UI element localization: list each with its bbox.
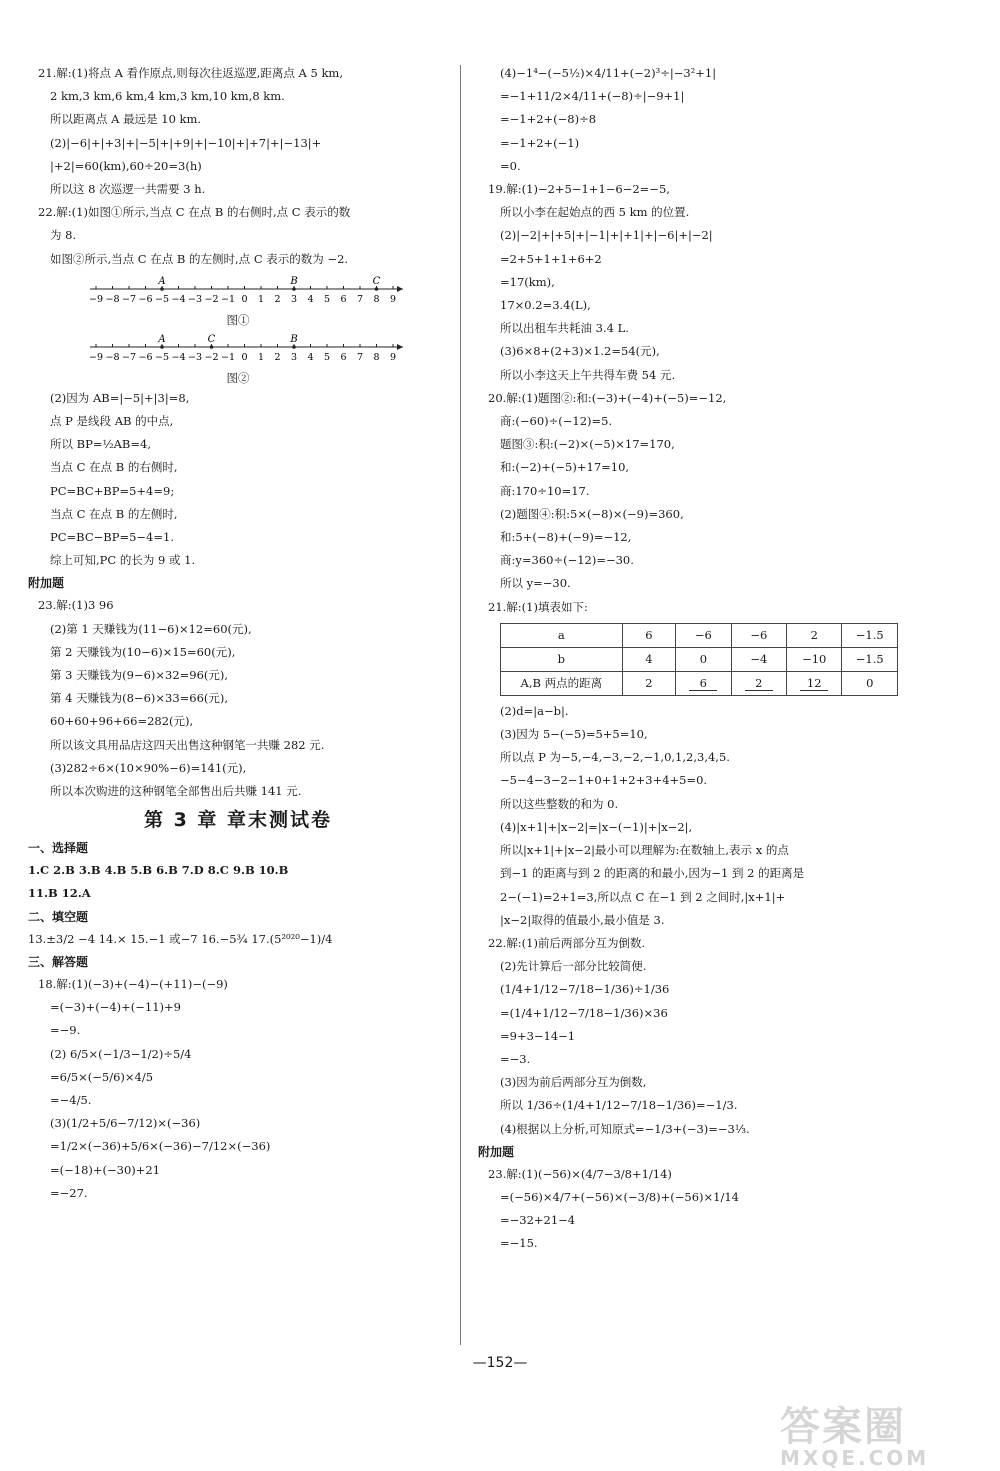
tick-label: −4 [171, 351, 186, 363]
figure-2-caption: 图② [226, 370, 250, 385]
text-line: 综上可知,PC 的长为 9 或 1. [50, 553, 196, 568]
tick-label: 1 [257, 293, 265, 305]
tick-label: 6 [340, 351, 347, 363]
table-cell: −4 [731, 647, 786, 671]
text-line: =1/2×(−36)+5/6×(−36)−7/12×(−36) [50, 1139, 271, 1154]
text-line: (3)6×8+(2+3)×1.2=54(元), [500, 344, 660, 359]
text-line: (3)(1/2+5/6−7/12)×(−36) [50, 1116, 201, 1131]
point-C [210, 345, 214, 349]
table-row [501, 623, 898, 647]
text-line: =(1/4+1/12−7/18−1/36)×36 [500, 1005, 668, 1020]
text-line: (2)题图④:积:5×(−8)×(−9)=360, [500, 506, 684, 521]
figure-1-caption: 图① [226, 312, 250, 327]
text-line: (4)根据以上分析,可知原式=−1/3+(−3)=−3⅓. [500, 1121, 750, 1136]
tick-label: −6 [138, 293, 153, 305]
answer-blank: 2 [745, 676, 773, 691]
tick-label: 2 [274, 351, 281, 363]
text-line: (3)282÷6×(10×90%−6)=141(元), [50, 760, 247, 775]
text-line: 第 3 天赚钱为(9−6)×32=96(元), [50, 668, 229, 683]
text-line: =−15. [500, 1236, 538, 1251]
text-line: (2)先计算后一部分比较简便. [500, 959, 647, 974]
text-line: 点 P 是线段 AB 的中点, [50, 414, 174, 429]
table-cell: 6 [622, 623, 675, 647]
right-column [478, 62, 898, 1256]
tick-label: −1 [220, 351, 236, 363]
text-line: 商:y=360÷(−12)=−30. [500, 553, 634, 568]
point-label: A [158, 333, 166, 345]
text-line: (4)|x+1|+|x−2|=|x−(−1)|+|x−2|, [500, 819, 693, 834]
text-line: (2)因为 AB=|−5|+|3|=8, [50, 390, 190, 405]
tick-label: 8 [373, 293, 380, 305]
text-line: 所以点 P 为−5,−4,−3,−2,−1,0,1,2,3,4,5. [500, 750, 730, 765]
right-block-1 [478, 62, 898, 619]
text-line: 三、解答题 [28, 954, 89, 969]
tick-label: 6 [340, 293, 347, 305]
table-cell [787, 671, 842, 695]
text-line: 所以小李在起始点的西 5 km 的位置. [500, 205, 690, 220]
text-line: 22.解:(1)如图①所示,当点 C 在点 B 的右侧时,点 C 表示的数 [38, 205, 351, 220]
right-block-2 [478, 700, 898, 1256]
text-line: 21.解:(1)将点 A 看作原点,则每次往返巡逻,距离点 A 5 km, [38, 66, 343, 80]
text-line: 23.解:(1)(−56)×(4/7−3/8+1/14) [488, 1166, 672, 1181]
text-line: (2)第 1 天赚钱为(11−6)×12=60(元), [50, 621, 252, 636]
text-line: 题图③:积:(−2)×(−5)×17=170, [500, 437, 675, 452]
left-column [28, 62, 448, 1205]
left-block-3 [28, 837, 448, 1205]
distance-table [500, 623, 898, 696]
text-line: 当点 C 在点 B 的右侧时, [50, 460, 178, 475]
table-row [501, 647, 898, 671]
table-cell: 4 [622, 647, 675, 671]
table-row-header: b [501, 647, 623, 671]
text-line: =−3. [500, 1051, 531, 1066]
text-line: 第 4 天赚钱为(8−6)×33=66(元), [50, 691, 229, 706]
tick-label: −3 [187, 351, 203, 363]
text-line: 13.±3/2 −4 14.× 15.−1 或−7 16.−5¾ 17.(5²⁰²⁰−1)/4 [28, 931, 333, 946]
tick-label: −5 [154, 293, 170, 305]
tick-label: −2 [204, 293, 219, 305]
text-line: 20.解:(1)题图②:和:(−3)+(−4)+(−5)=−12, [488, 390, 727, 405]
text-line: 所以 BP=½AB=4, [50, 437, 151, 452]
text-line: 和:5+(−8)+(−9)=−12, [500, 530, 632, 545]
text-line: 所以该文具用品店这四天出售这种钢笔一共赚 282 元. [50, 737, 325, 752]
text-line: =(−3)+(−4)+(−11)+9 [50, 1000, 181, 1015]
tick-label: −8 [105, 293, 120, 305]
tick-label: 0 [241, 293, 248, 305]
table-row-header: A,B 两点的距离 [501, 671, 623, 695]
table-cell: −1.5 [842, 647, 898, 671]
table-cell: 0 [676, 647, 731, 671]
tick-label: −3 [187, 293, 203, 305]
number-line-figure-1 [28, 271, 448, 329]
text-line: =−1+2+(−8)÷8 [500, 112, 597, 127]
text-line: 一、选择题 [28, 841, 89, 856]
text-line: 如图②所示,当点 C 在点 B 的左侧时,点 C 表示的数为 −2. [50, 251, 349, 266]
chapter-title: 第 3 章 章末测试卷 [143, 809, 333, 832]
text-line: =−9. [50, 1023, 81, 1038]
text-line: 21.解:(1)填表如下: [488, 599, 588, 614]
text-line: 附加题 [28, 576, 65, 591]
text-line: =6/5×(−5/6)×4/5 [50, 1069, 154, 1084]
point-label: A [158, 275, 166, 287]
tick-label: −4 [171, 293, 186, 305]
text-line: =−32+21−4 [500, 1213, 576, 1228]
text-line: 到−1 的距离与到 2 的距离的和最小,因为−1 到 2 的距离是 [500, 866, 805, 881]
text-line: 18.解:(1)(−3)+(−4)−(+11)−(−9) [38, 976, 228, 991]
text-line: 和:(−2)+(−5)+17=10, [500, 460, 630, 475]
table-cell: −10 [787, 647, 842, 671]
table-cell [731, 671, 786, 695]
tick-label: 2 [274, 293, 281, 305]
tick-label: −7 [121, 293, 137, 305]
tick-label: 9 [389, 351, 397, 363]
point-label: B [290, 275, 298, 287]
point-C [375, 287, 379, 291]
left-block-1 [28, 62, 448, 271]
table-cell: 0 [842, 671, 898, 695]
text-line: =9+3−14−1 [500, 1028, 576, 1043]
table-cell: −6 [676, 623, 731, 647]
text-line: 2 km,3 km,6 km,4 km,3 km,10 km,8 km. [50, 89, 285, 104]
text-line: =0. [500, 158, 521, 173]
text-line: 所以距离点 A 最远是 10 km. [50, 112, 202, 127]
text-line: 11.B 12.A [28, 886, 91, 901]
tick-label: 3 [290, 293, 298, 305]
tick-label: −2 [204, 351, 219, 363]
text-line: |+2|=60(km),60÷20=3(h) [50, 158, 202, 173]
text-line: =−4/5. [50, 1092, 92, 1107]
text-line: (2)d=|a−b|. [500, 703, 569, 718]
tick-label: 7 [356, 351, 364, 363]
text-line: 第 2 天赚钱为(10−6)×15=60(元), [50, 644, 236, 659]
text-line: |x−2|取得的值最小,最小值是 3. [500, 912, 665, 927]
text-line: −5−4−3−2−1+0+1+2+3+4+5=0. [500, 773, 708, 788]
table-cell: −6 [731, 623, 786, 647]
text-line: =−27. [50, 1185, 88, 1200]
point-A [160, 287, 164, 291]
text-line: =(−18)+(−30)+21 [50, 1162, 161, 1177]
tick-label: 7 [356, 293, 364, 305]
text-line: =−1+2+(−1) [500, 135, 580, 150]
text-line: 17×0.2=3.4(L), [500, 298, 591, 313]
text-line: 19.解:(1)−2+5−1+1−6−2=−5, [488, 182, 670, 197]
tick-label: −8 [105, 351, 120, 363]
text-line: 当点 C 在点 B 的左侧时, [50, 506, 178, 521]
page-number: —152— [472, 1355, 528, 1371]
answer-blank: 6 [689, 676, 717, 691]
column-divider [460, 65, 461, 1345]
text-line: 1.C 2.B 3.B 4.B 5.B 6.B 7.D 8.C 9.B 10.B [28, 863, 289, 878]
tick-label: −9 [88, 293, 104, 305]
text-line: =17(km), [500, 274, 555, 289]
text-line: =(−56)×4/7+(−56)×(−3/8)+(−56)×1/14 [500, 1189, 739, 1204]
text-line: PC=BC+BP=5+4=9; [50, 483, 175, 498]
text-line: 商:(−60)÷(−12)=5. [500, 414, 613, 429]
text-line: PC=BC−BP=5−4=1. [50, 530, 174, 545]
watermark-logo [780, 1395, 990, 1470]
text-line: (2) 6/5×(−1/3−1/2)÷5/4 [50, 1046, 192, 1061]
tick-label: −1 [220, 293, 236, 305]
point-label: B [290, 333, 298, 345]
table-cell [676, 671, 731, 695]
text-line: =2+5+1+1+6+2 [500, 251, 602, 266]
tick-label: 5 [323, 351, 331, 363]
text-line: (3)因为 5−(−5)=5+5=10, [500, 727, 648, 742]
text-line: (4)−1⁴−(−5½)×4/11+(−2)³÷|−3²+1| [500, 66, 717, 80]
tick-label: 4 [307, 351, 314, 363]
text-line: 所以|x+1|+|x−2|最小可以理解为:在数轴上,表示 x 的点 [500, 843, 789, 858]
answer-blank: 12 [800, 676, 828, 691]
tick-label: −9 [88, 351, 104, 363]
point-label: C [207, 333, 216, 345]
left-block-2 [28, 387, 448, 803]
tick-label: 1 [257, 351, 265, 363]
tick-label: 4 [307, 293, 314, 305]
tick-label: −7 [121, 351, 137, 363]
table-cell: 2 [787, 623, 842, 647]
tick-label: 3 [290, 351, 298, 363]
number-line-figure-2 [28, 329, 448, 387]
tick-label: −6 [138, 351, 153, 363]
table-row [501, 671, 898, 695]
text-line: 所以小李这天上午共得车费 54 元. [500, 367, 676, 382]
table-row-header: a [501, 623, 623, 647]
number-line-2 [88, 331, 408, 365]
text-line: 2−(−1)=2+1=3,所以点 C 在−1 到 2 之间时,|x+1|+ [500, 889, 786, 904]
text-line: 所以 1/36÷(1/4+1/12−7/18−1/36)=−1/3. [500, 1098, 738, 1113]
text-line: 二、填空题 [28, 909, 89, 924]
text-line: 所以出租车共耗油 3.4 L. [500, 321, 629, 336]
tick-label: 9 [389, 293, 397, 305]
text-line: (2)|−6|+|+3|+|−5|+|+9|+|−10|+|+7|+|−13|+ [50, 135, 322, 150]
watermark-url: MXQE.COM [780, 1446, 930, 1470]
text-line: =−1+11/2×4/11+(−8)÷|−9+1| [500, 89, 685, 104]
tick-label: 8 [373, 351, 380, 363]
text-line: 所以这些整数的和为 0. [500, 796, 619, 811]
point-B [292, 287, 296, 291]
text-line: 所以 y=−30. [500, 576, 571, 591]
tick-label: 5 [323, 293, 331, 305]
point-A [160, 345, 164, 349]
watermark-text: 答案圈 [780, 1404, 906, 1450]
text-line: 22.解:(1)前后两部分互为倒数. [488, 935, 646, 950]
text-line: 60+60+96+66=282(元), [50, 714, 194, 729]
number-line-1 [88, 273, 408, 307]
tick-label: −5 [154, 351, 170, 363]
text-line: 23.解:(1)3 96 [38, 598, 114, 613]
tick-label: 0 [241, 351, 248, 363]
axis-arrow [397, 344, 403, 350]
text-line: (2)|−2|+|+5|+|−1|+|+1|+|−6|+|−2| [500, 228, 713, 243]
point-label: C [372, 275, 381, 287]
text-line: (3)因为前后两部分互为倒数, [500, 1075, 647, 1090]
text-line: 所以这 8 次巡逻一共需要 3 h. [50, 182, 206, 197]
text-line: (1/4+1/12−7/18−1/36)÷1/36 [500, 982, 670, 997]
text-line: 所以本次购进的这种钢笔全部售出后共赚 141 元. [50, 784, 302, 799]
table-cell: 2 [622, 671, 675, 695]
text-line: 附加题 [478, 1144, 515, 1159]
axis-arrow [397, 286, 403, 292]
table-cell: −1.5 [842, 623, 898, 647]
text-line: 为 8. [50, 228, 77, 243]
point-B [292, 345, 296, 349]
text-line: 商:170÷10=17. [500, 483, 590, 498]
